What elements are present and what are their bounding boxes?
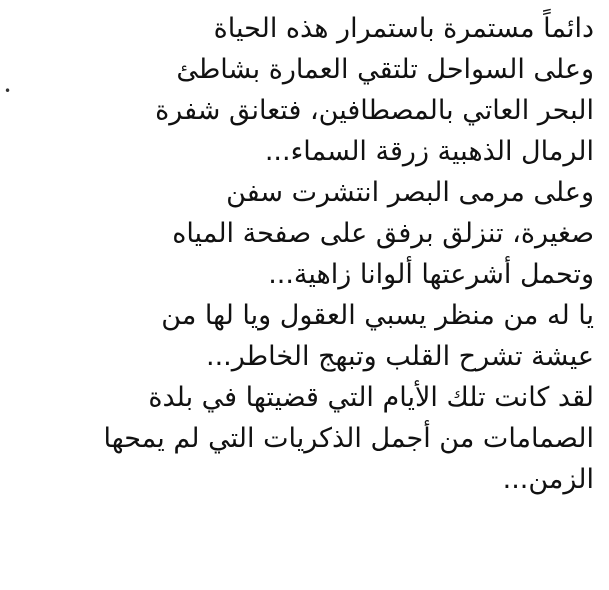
text-line-5: وعلى مرمى البصر انتشرت سفن xyxy=(226,177,594,208)
text-line-12: الزمن... xyxy=(502,464,594,495)
text-line-6: صغيرة، تنزلق برفق على صفحة المياه xyxy=(172,218,594,249)
text-line-9: عيشة تشرح القلب وتبهج الخاطر... xyxy=(205,341,594,372)
handwritten-text-block xyxy=(14,8,594,500)
text-line-11: الصمامات من أجمل الذكريات التي لم يمحها xyxy=(103,423,594,454)
text-line-3: البحر العاتي بالمصطافين، فتعانق شفرة xyxy=(155,95,594,126)
text-line-2: وعلى السواحل تلتقي العمارة بشاطئ xyxy=(176,54,594,85)
text-line-8: يا له من منظر يسبي العقول ويا لها من xyxy=(161,300,594,331)
text-line-7: وتحمل أشرعتها ألوانا زاهية... xyxy=(268,259,594,290)
text-line-10: لقد كانت تلك الأيام التي قضيتها في بلدة xyxy=(148,382,594,413)
margin-mark: • xyxy=(4,84,12,98)
text-line-4: الرمال الذهبية زرقة السماء... xyxy=(264,136,594,167)
text-line-1: دائماً مستمرة باستمرار هذه الحياة xyxy=(213,13,594,44)
